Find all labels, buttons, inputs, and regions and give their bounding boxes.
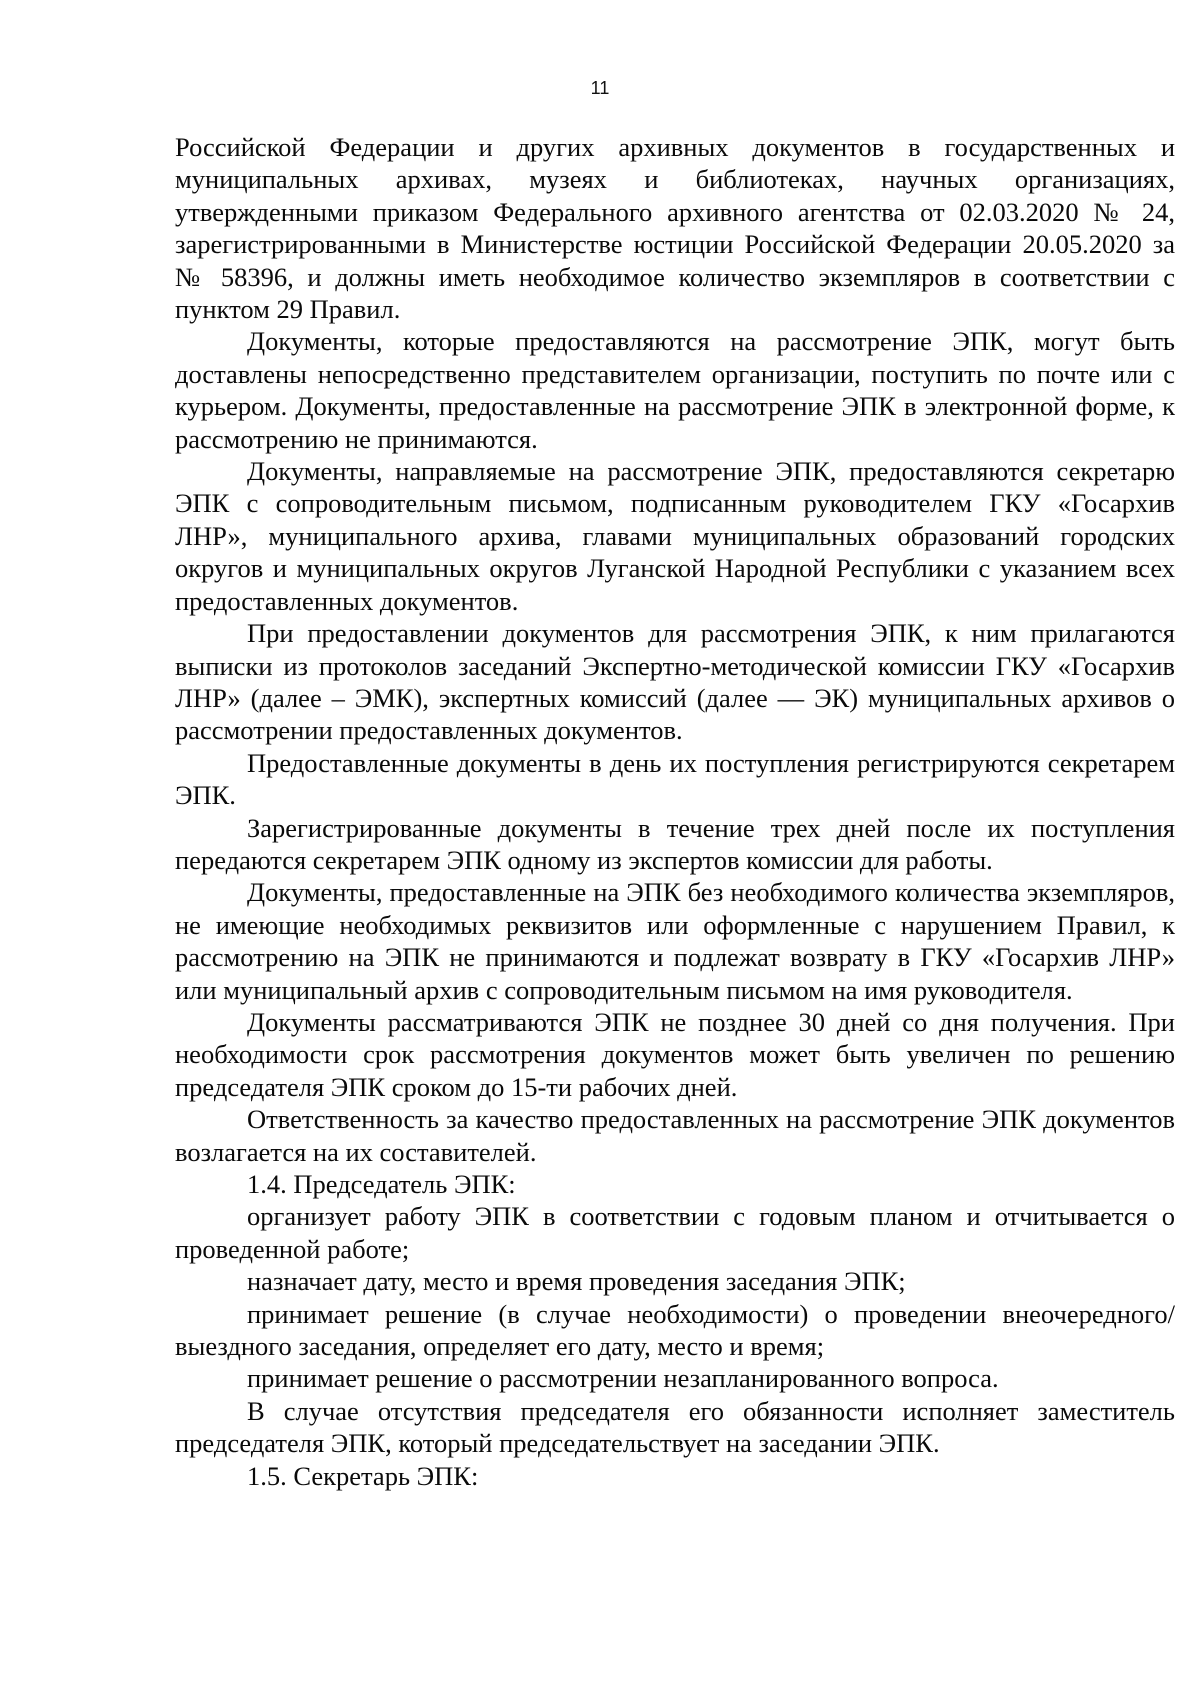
paragraph-return: Документы, предоставленные на ЭПК без необходимого количества экземпляров, не имеющие необходимых реквизитов или оформленные с нарушением Правил, к рассмотрению на ЭПК не принимаются и подлежат возврату в ГКУ «Госархив ЛНР» или муниципальный архив с сопроводительным письмом на имя руководителя.: [175, 877, 1175, 1005]
paragraph-continuation: Российской Федерации и других архивных документов в государственных и муниципальных архивах, музеях и библиотеках, научных организациях, утвержденными приказом Федерального архивного агентства от 02.03.2020 № 24, зарегистрированными в Министерстве юстиции Российской Федерации 20.05.2020 за № 58396, и должны иметь необходимое количество экземпляров в соответствии с пунктом 29 Правил.: [175, 132, 1175, 325]
page-number: 11: [590, 78, 610, 98]
chairman-duty-unplanned: принимает решение о рассмотрении незапланированного вопроса.: [247, 1363, 999, 1394]
section-heading-chairman: 1.4. Председатель ЭПК:: [247, 1169, 516, 1199]
paragraph-deputy: В случае отсутствия председателя его обязанности исполняет заместитель председателя ЭПК, который председательствует на заседании ЭПК.: [175, 1395, 1175, 1459]
document-body: [175, 131, 1175, 1492]
chairman-duty-organizes: организует работу ЭПК в соответствии с годовым планом и отчитывается о проведенной работе;: [175, 1201, 1175, 1264]
chairman-duty-extraordinary: принимает решение (в случае необходимости) о проведении внеочередного/выездного заседания, определяет его дату, место и время;: [175, 1298, 1175, 1362]
paragraph-responsibility: Ответственность за качество предоставленных на рассмотрение ЭПК документов возлагается на их составителей.: [175, 1104, 1175, 1167]
section-heading-secretary: 1.5. Секретарь ЭПК:: [247, 1460, 479, 1491]
paragraph-review-term: Документы рассматриваются ЭПК не позднее 30 дней со дня получения. При необходимости срок рассмотрения документов может быть увеличен по решению председателя ЭПК сроком до 15-ти рабочих дней.: [175, 1006, 1175, 1102]
paragraph-cover-letter: Документы, направляемые на рассмотрение ЭПК, предоставляются секретарю ЭПК с сопроводительным письмом, подписанным руководителем ГКУ «Госархив ЛНР», муниципального архива, главами муниципальных образований городских округов и муниципальных округов Луганской Народной Республики с указанием всех предоставленных документов.: [175, 456, 1175, 616]
paragraph-extracts: При предоставлении документов для рассмотрения ЭПК, к ним прилагаются выписки из протоколов заседаний Экспертно-методической комиссии ГКУ «Госархив ЛНР» (далее – ЭМК), экспертных комиссий (далее — ЭК) муниципальных архивов о рассмотрении предоставленных документов.: [175, 618, 1175, 746]
paragraph-transfer: Зарегистрированные документы в течение трех дней после их поступления передаются секретарем ЭПК одному из экспертов комиссии для работы.: [175, 812, 1175, 875]
paragraph-registration: Предоставленные документы в день их поступления регистрируются секретарем ЭПК.: [175, 747, 1175, 811]
paragraph-delivery: Документы, которые предоставляются на рассмотрение ЭПК, могут быть доставлены непосредственно представителем организации, поступить по почте или с курьером. Документы, предоставленные на рассмотрение ЭПК в электронной форме, к рассмотрению не принимаются.: [175, 326, 1175, 454]
chairman-duty-schedules: назначает дату, место и время проведения заседания ЭПК;: [247, 1266, 906, 1297]
